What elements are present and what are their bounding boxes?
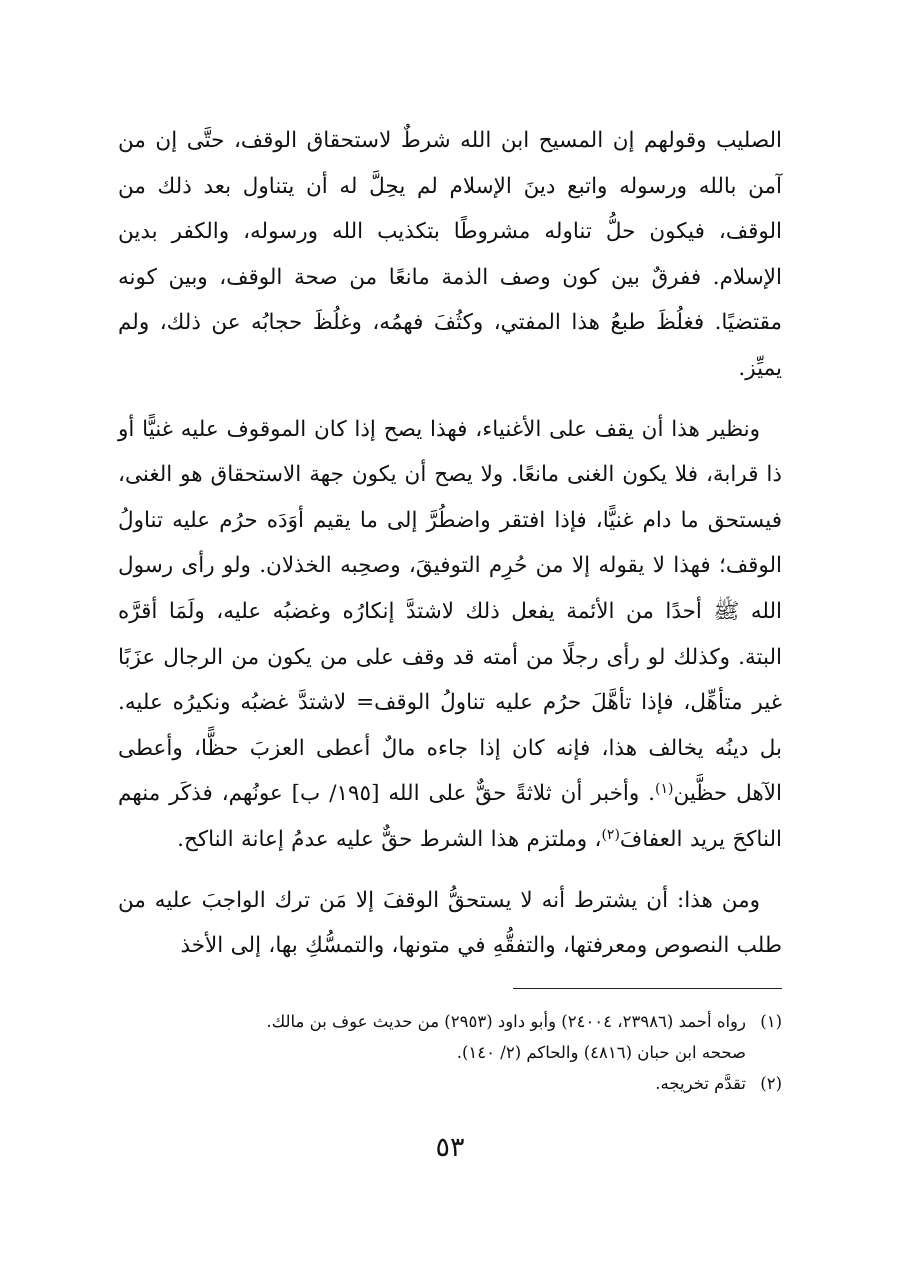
paragraph-2-text: ونظير هذا أن يقف على الأغنياء، فهذا يصح إذا كان الموقوف عليه غنيًّا أو ذا قرابة، فلا يكون الغنى مانعًا. ولا يصح أن يكون جهة الاستحقاق هو الغنى، فيستحق ما دام غنيًّا، فإذا افتقر واضطُرَّ إلى ما يقيم أوَدَه حرُم عليه تناولُ الوقف؛ فهذا لا يقوله إلا من حُرِم التوفيقَ، وصحِبه الخذلان. ولو رأى رسول الله ﷺ أحدًا من الأئمة يفعل ذلك لاشتدَّ إنكارُه وغضبُه عليه، ولَمَا أقرَّه البتة. وكذلك لو رأى رجلًا من أمته قد وقف على من يكون من الرجال عزَبًا غير متأهِّل، فإذا تأهَّلَ حرُم عليه تناولُ الوقف= لاشتدَّ غضبُه ونكيرُه عليه. بل دينُه يخالف هذا، فإنه كان إذا جاءه مالٌ أعطى العزبَ حظًّا، وأعطى الآهل حظَّين [118,416,782,807]
footnote-2 [118,1068,782,1099]
paragraph-1: الصليب وقولهم إن المسيح ابن الله شرطٌ لاستحقاق الوقف، حتَّى إن من آمن بالله ورسوله واتبع دينَ الإسلام لم يحِلَّ له أن يتناول بعد ذلك من الوقف، فيكون حلُّ تناوله مشروطًا بتكذيب الله ورسوله، والكفر بدين الإسلام. ففرقٌ بين كون وصف الذمة مانعًا من صحة الوقف، وبين كونه مقتضيًا. فغلُظَ طبعُ هذا المفتي، وكثُفَ فهمُه، وغلُظَ حجابُه عن ذلك، ولم يميِّز. [118,128,782,381]
main-text [118,118,782,969]
paragraph-2 [118,407,782,863]
footnote-1-continuation: صححه ابن حبان (٤٨١٦) والحاكم (٢/ ١٤٠). [456,1043,746,1062]
page-number: ٥٣ [435,1132,465,1163]
footnote-2-marker: (٢) [760,1074,782,1093]
footnotes [118,1006,782,1099]
footnote-1-text: رواه أحمد (٢٣٩٨٦، ٢٤٠٠٤) وأبو داود (٢٩٥٣) من حديث عوف بن مالك. [266,1012,746,1031]
book-page [118,118,782,1178]
footnote-reference-2: (٢) [601,826,620,843]
footnote-separator [513,988,782,989]
paragraph-2-end: ، وملتزم هذا الشرط حقٌّ عليه عدمُ إعانة الناكح. [177,826,602,852]
paragraph-2-continued: . وأخبر أن ثلاثةً حقٌّ على الله [١٩٥/ ب] عونُهم، فذكَر منهم الناكحَ يريد العفافَ [118,781,782,852]
footnote-1-marker: (١) [760,1012,782,1031]
footnote-1 [118,1006,782,1037]
footnote-2-text: تقدَّم تخريجه. [655,1074,746,1093]
paragraph-3: ومن هذا: أن يشترط أنه لا يستحقُّ الوقفَ إلا مَن ترك الواجبَ عليه من طلب النصوص ومعرفتها، والتفقُّهِ في متونها، والتمسُّكِ بها، إلى الأخذ [118,887,782,959]
footnote-reference-1: (١) [654,781,674,798]
